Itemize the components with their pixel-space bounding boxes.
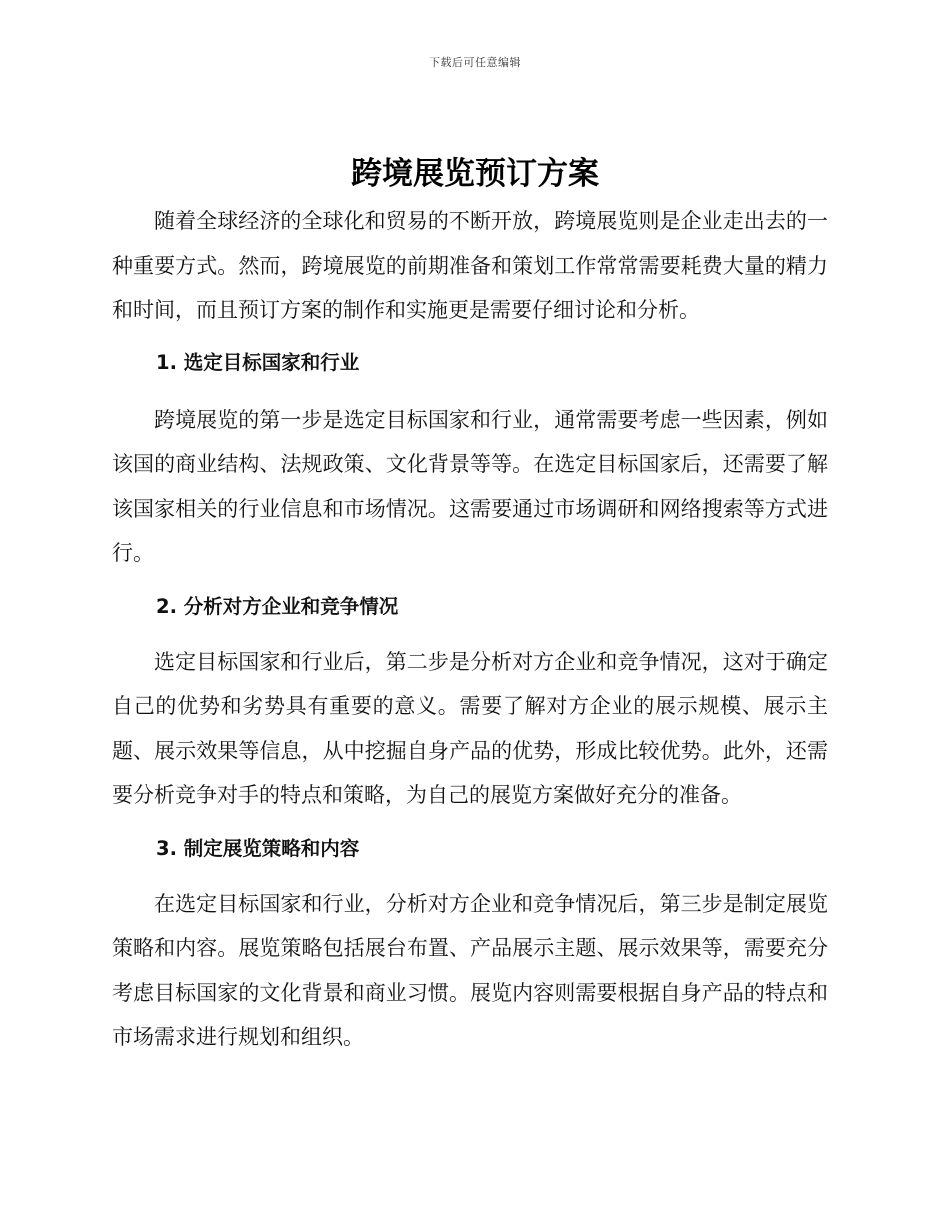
section-paragraph-3: 在选定目标国家和行业，分析对方企业和竞争情况后，第三步是制定展览策略和内容。展览策略包括展台布置、产品展示主题、展示效果等，需要充分考虑目标国家的文化背景和商业习惯。展览内容则需要根据自身产品的特点和市场需求进行规划和组织。 [112, 891, 828, 1049]
section-heading-3: 3. 制定展览策略和内容 [156, 836, 360, 860]
document-body [112, 199, 828, 1060]
section-heading-1: 1. 选定目标国家和行业 [156, 350, 360, 374]
page-header-note: 下载后可任意编辑 [429, 56, 521, 69]
section-heading-2: 2. 分析对方企业和竞争情况 [156, 594, 399, 618]
section-paragraph-1: 跨境展览的第一步是选定目标国家和行业，通常需要考虑一些因素，例如该国的商业结构、法规政策、文化背景等等。在选定目标国家后，还需要了解该国家相关的行业信息和市场情况。这需要通过市场调研和网络搜索等方式进行。 [112, 407, 828, 565]
section-paragraph-2: 选定目标国家和行业后，第二步是分析对方企业和竞争情况，这对于确定自己的优势和劣势具有重要的意义。需要了解对方企业的展示规模、展示主题、展示效果等信息，从中挖掘自身产品的优势，形成比较优势。此外，还需要分析竞争对手的特点和策略，为自己的展览方案做好充分的准备。 [112, 649, 828, 807]
intro-paragraph: 随着全球经济的全球化和贸易的不断开放，跨境展览则是企业走出去的一种重要方式。然而，跨境展览的前期准备和策划工作常常需要耗费大量的精力和时间，而且预订方案的制作和实施更是需要仔细讨论和分析。 [112, 209, 828, 322]
document-title: 跨境展览预订方案 [351, 156, 599, 192]
